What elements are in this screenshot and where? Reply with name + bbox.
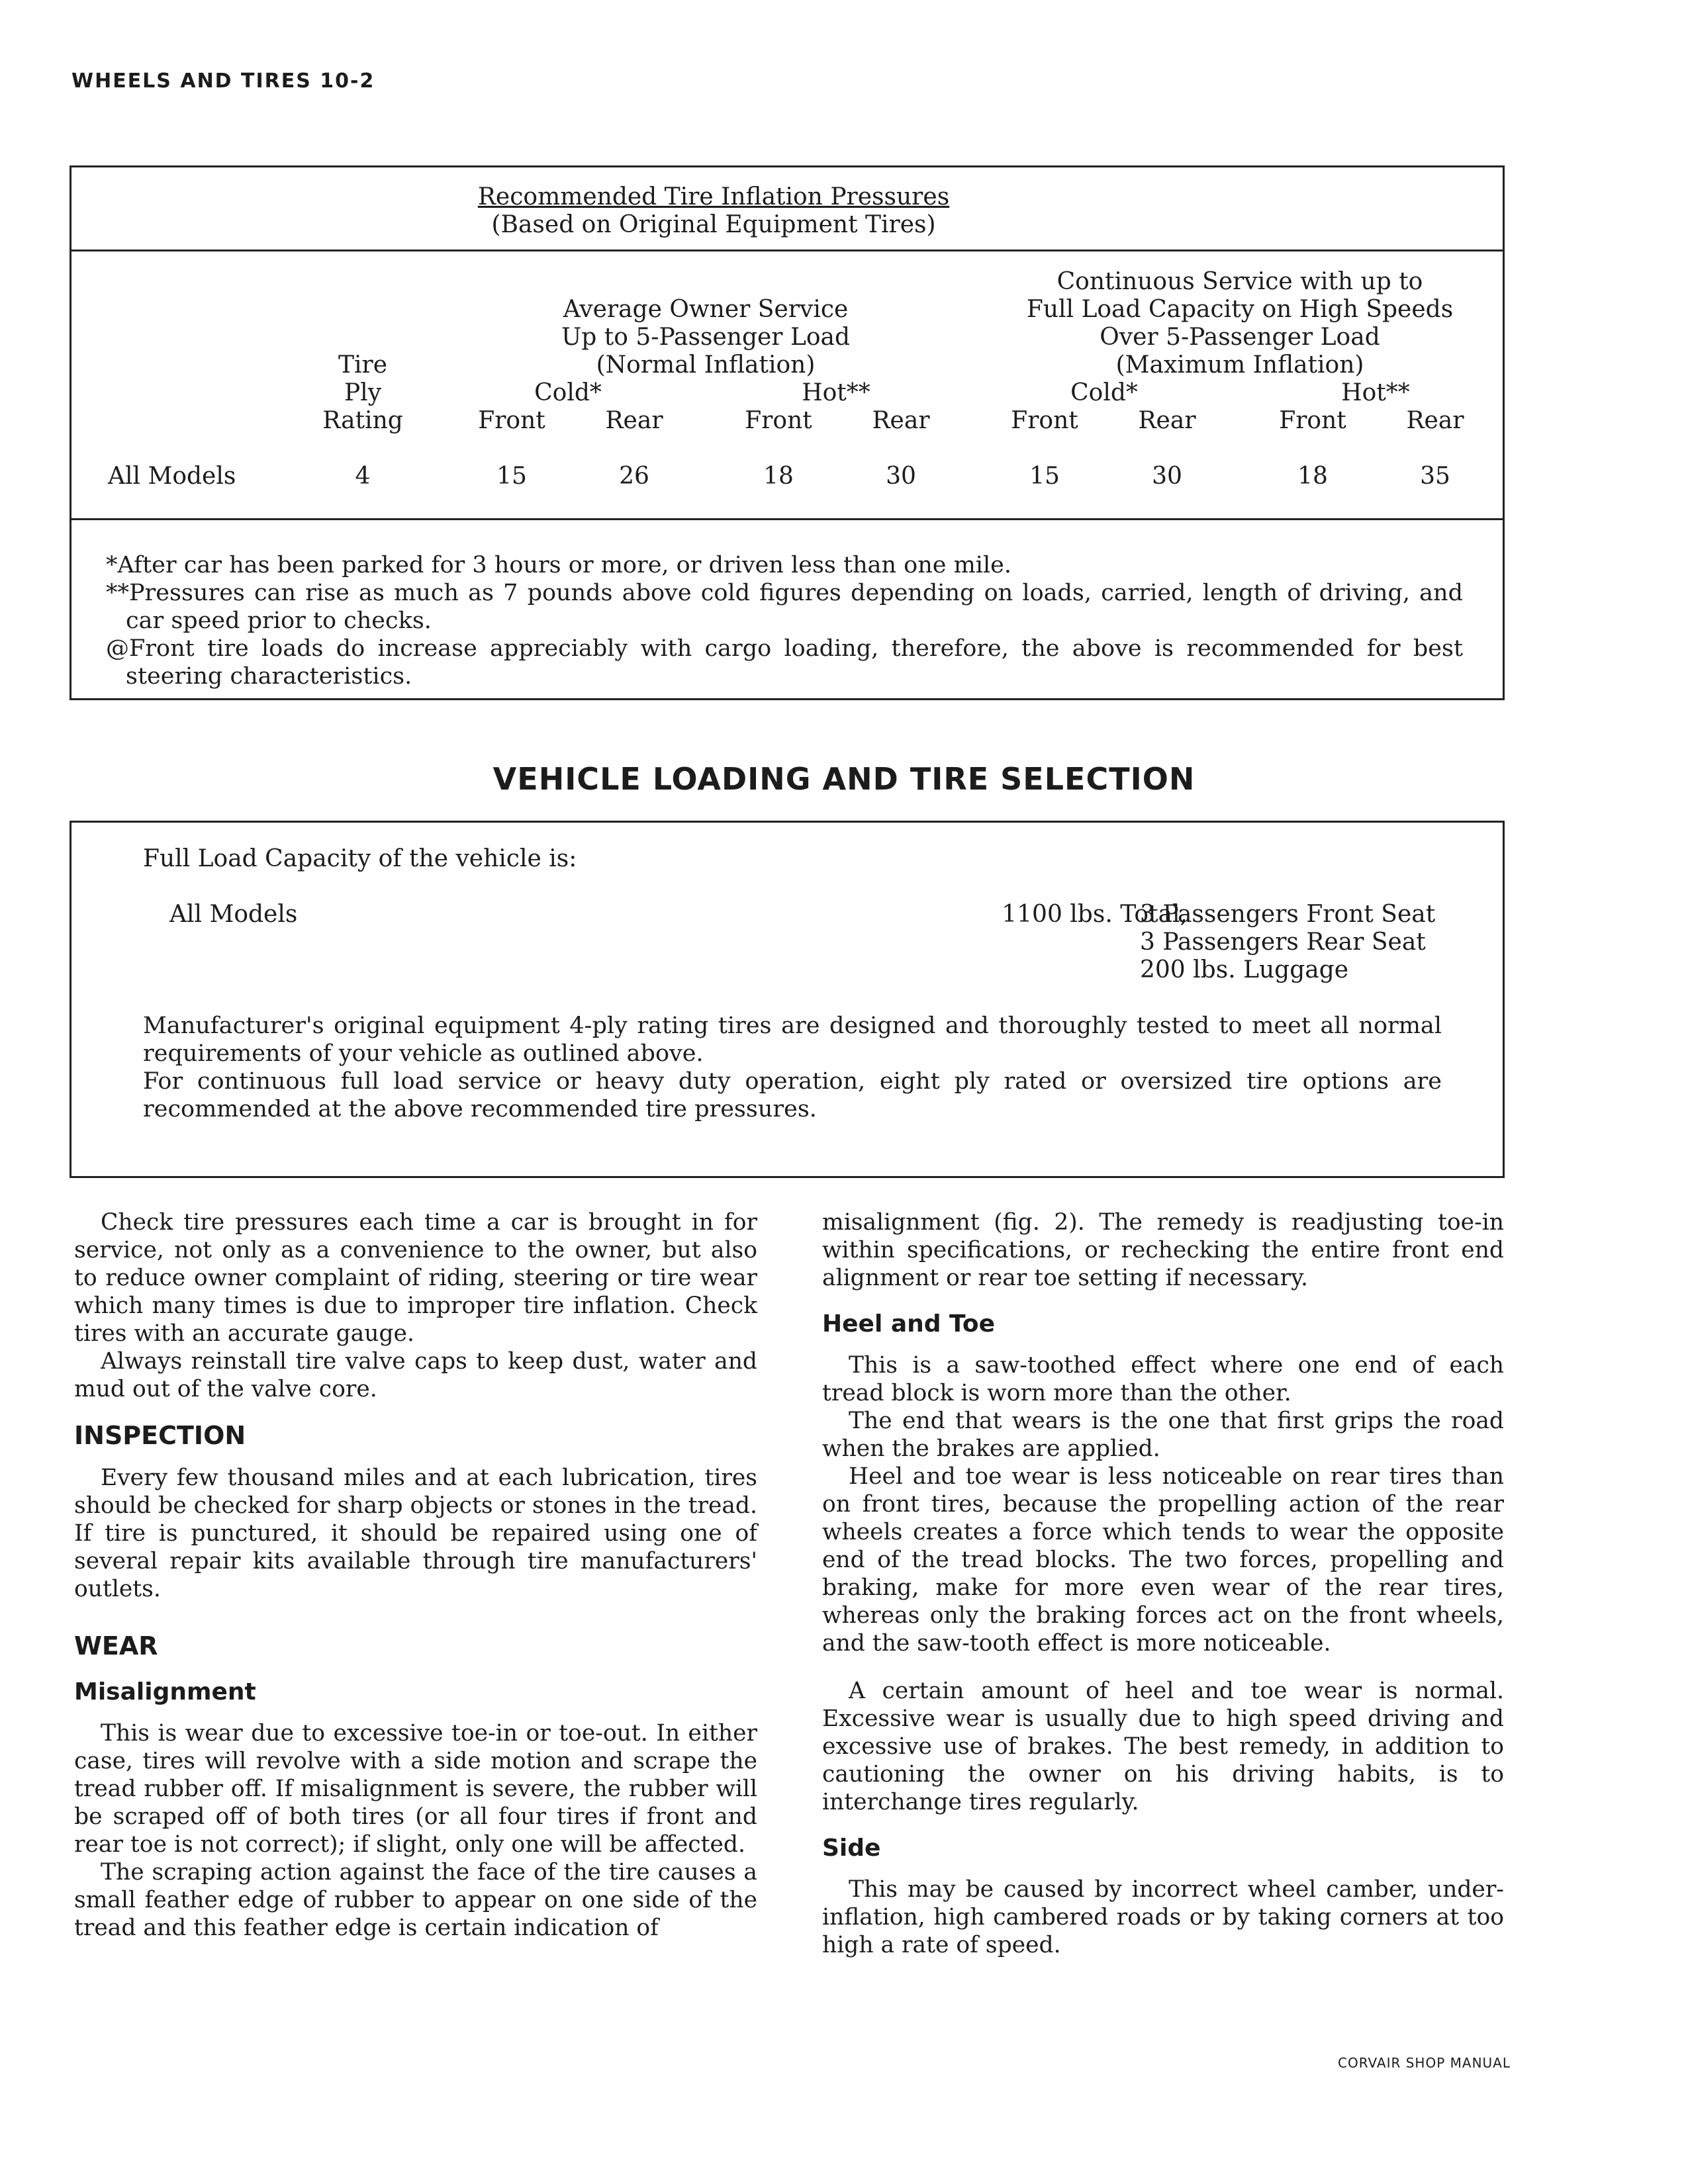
- section-title: VEHICLE LOADING AND TIRE SELECTION: [492, 761, 1196, 797]
- cold-header-1: Cold*: [534, 379, 602, 406]
- group2-line4: (Maximum Inflation): [1115, 351, 1364, 379]
- paragraph: A certain amount of heel and toe wear is normal. Excessive wear is usually due to high speed driving and excessive use of brakes. The best remedy, in addition to cautioning the owner on his driving habits, is to interchange tires regularly.: [822, 1678, 1504, 1815]
- group1-line3: (Normal Inflation): [596, 351, 816, 379]
- heading-side: Side: [822, 1835, 881, 1862]
- right-column: [822, 1208, 1504, 1959]
- loading-paragraph-1: Manufacturer's original equipment 4-ply rating tires are designed and thoroughly tested to meet all normal requirements of your vehicle as outlined above.: [143, 1013, 1442, 1067]
- ply-header-2: Ply: [344, 379, 382, 406]
- hot-header-1: Hot**: [802, 379, 870, 406]
- vehicle-loading-box: [70, 821, 1505, 1178]
- page-header: WHEELS AND TIRES 10-2: [71, 69, 375, 93]
- rear-header-4: Rear: [1406, 407, 1464, 434]
- rear-header-3: Rear: [1138, 407, 1196, 434]
- table-divider-bottom: [71, 518, 1503, 520]
- group1-line1: Average Owner Service: [563, 296, 849, 323]
- paragraph: Check tire pressures each time a car is brought in for service, not only as a convenience to the owner, but also to reduce owner complaint of riding, steering or tire wear which many times is due to improper tire inflation. Check tires with an accurate gauge.: [74, 1209, 757, 1347]
- loading-paragraph-2: For continuous full load service or heavy duty operation, eight ply rated or oversized tire options are recommended at the above recommended tire pressures.: [143, 1068, 1442, 1122]
- paragraph: Always reinstall tire valve caps to keep dust, water and mud out of the valve core.: [74, 1348, 757, 1402]
- front-header-3: Front: [1011, 407, 1078, 434]
- heading-heel-and-toe: Heel and Toe: [822, 1310, 995, 1338]
- group2-line2: Full Load Capacity on High Speeds: [1026, 296, 1454, 323]
- row-label: All Models: [108, 463, 236, 490]
- paragraph: This is a saw-toothed effect where one end of each tread block is worn more than the other.: [822, 1352, 1504, 1406]
- paragraph: misalignment (fig. 2). The remedy is readjusting toe-in within specifications, or rechecking the entire front end alignment or rear toe setting if necessary.: [822, 1209, 1504, 1291]
- footnote-front-load: @Front tire loads do increase appreciably with cargo loading, therefore, the above is recommended for best steering characteristics.: [106, 635, 1463, 690]
- table-subtitle: (Based on Original Equipment Tires): [491, 211, 936, 238]
- paragraph: Every few thousand miles and at each lubrication, tires should be checked for sharp objects or stones in the tread. If tire is punctured, it should be repaired using one of several repair kits available through tire manufacturers' outlets.: [74, 1465, 757, 1602]
- table-cell: 15: [1029, 463, 1060, 490]
- loading-total: 1100 lbs. Total,: [1002, 901, 1188, 928]
- front-header-2: Front: [745, 407, 812, 434]
- table-title: Recommended Tire Inflation Pressures: [477, 183, 950, 210]
- hot-header-2: Hot**: [1341, 379, 1410, 406]
- paragraph: Heel and toe wear is less noticeable on rear tires than on front tires, because the propelling action of the rear wheels creates a force which tends to wear the opposite end of the tread blocks. The two forces, propelling and braking, make for more even wear of the rear tires, whereas only the braking forces act on the front wheels, and the saw-tooth effect is more noticeable.: [822, 1463, 1504, 1657]
- rear-header-2: Rear: [872, 407, 930, 434]
- footnote-hot: **Pressures can rise as much as 7 pounds above cold figures depending on loads, carried, length of driving, and car speed prior to checks.: [106, 580, 1463, 634]
- spacer: [822, 1657, 1504, 1677]
- heading-wear: WEAR: [74, 1631, 158, 1661]
- row-ply: 4: [355, 463, 371, 490]
- table-cell: 30: [1152, 463, 1182, 490]
- inflation-pressure-table: [70, 165, 1505, 700]
- front-header-4: Front: [1279, 407, 1346, 434]
- group2-line1: Continuous Service with up to: [1056, 268, 1423, 295]
- table-cell: 15: [496, 463, 527, 490]
- paragraph: This may be caused by incorrect wheel camber, under-inflation, high cambered roads or by taking corners at too high a rate of speed.: [822, 1876, 1504, 1958]
- heading-misalignment: Misalignment: [74, 1678, 256, 1706]
- table-cell: 18: [1297, 463, 1328, 490]
- paragraph: This is wear due to excessive toe-in or toe-out. In either case, tires will revolve with a side motion and scrape the tread rubber off. If misalignment is severe, the rubber will be scraped off of both tires (or all four tires if front and rear toe is not correct); if slight, only one will be affected.: [74, 1720, 757, 1858]
- page-footer: CORVAIR SHOP MANUAL: [1337, 2055, 1511, 2071]
- loading-rear-seat: 3 Passengers Rear Seat: [1140, 929, 1426, 956]
- heading-inspection: INSPECTION: [74, 1421, 246, 1450]
- table-cell: 18: [763, 463, 794, 490]
- group1-line2: Up to 5-Passenger Load: [561, 324, 851, 351]
- paragraph: The end that wears is the one that first grips the road when the brakes are applied.: [822, 1408, 1504, 1462]
- front-header-1: Front: [478, 407, 545, 434]
- table-cell: 30: [886, 463, 916, 490]
- rear-header-1: Rear: [605, 407, 663, 434]
- paragraph: The scraping action against the face of the tire causes a small feather edge of rubber to appear on one side of the tread and this feather edge is certain indication of: [74, 1859, 757, 1941]
- table-divider-top: [71, 250, 1503, 251]
- group2-line3: Over 5-Passenger Load: [1100, 324, 1380, 351]
- loading-intro: Full Load Capacity of the vehicle is:: [143, 845, 577, 872]
- loading-luggage: 200 lbs. Luggage: [1140, 956, 1349, 983]
- ply-header-1: Tire: [338, 351, 388, 379]
- table-cell: 26: [619, 463, 649, 490]
- table-cell: 35: [1420, 463, 1450, 490]
- footnote-cold: *After car has been parked for 3 hours or more, or driven less than one mile.: [106, 552, 1012, 578]
- ply-header-3: Rating: [322, 407, 403, 434]
- loading-front-seat: 3 Passengers Front Seat: [1140, 901, 1436, 928]
- cold-header-2: Cold*: [1070, 379, 1138, 406]
- loading-models: All Models: [169, 901, 298, 928]
- left-column: [74, 1208, 757, 1942]
